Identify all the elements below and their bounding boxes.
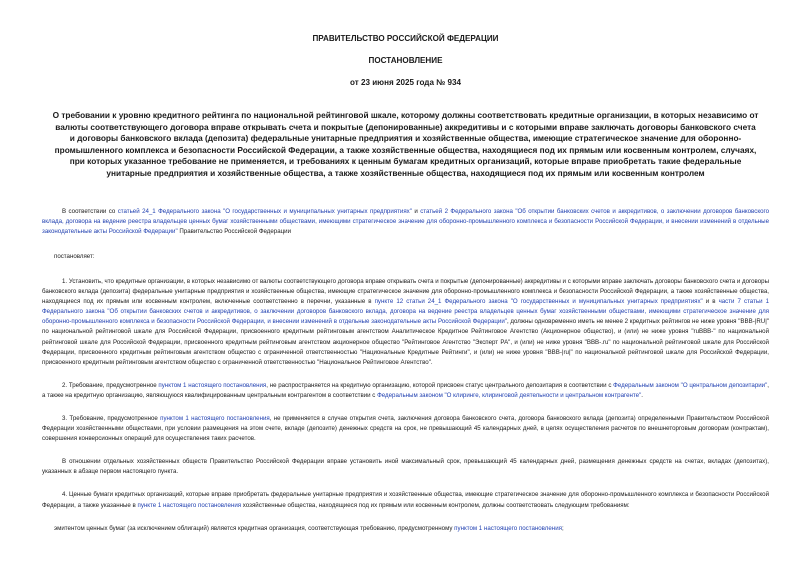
paragraph-1 bbox=[42, 277, 769, 368]
paragraph-4-item-1 bbox=[54, 524, 769, 534]
government-heading: ПРАВИТЕЛЬСТВО РОССИЙСКОЙ ФЕДЕРАЦИИ bbox=[312, 34, 499, 43]
p1-text-1: 1. Установить, что кредитные организации, в которых независимо от валюты соответствующего договора вправе открывать счета и покрытые (депонированные) аккредитивы и с которыми вправе заключать договоры банковского счета и договоры банковского вклада (депозита) федеральные унитарные предприятия и хозяйственные общества, имеющие стратегическое значение для оборонно-промышленного комплекса и безопасности Российской Федерации, а также хозяйственные общества, находящиеся под их прямым или косвенным контролем, включенные соответственно в перечни, указанные в bbox=[42, 277, 769, 306]
p4-text-1: 4. Ценные бумаги кредитных организаций, которые вправе приобретать федеральные унитарные предприятия и хозяйственные общества, имеющие стратегическое значение для оборонно-промышленного комплекса и безопасности Российской Федерации, а также указанные в bbox=[42, 491, 769, 509]
paragraph-4 bbox=[42, 490, 769, 510]
intro-text-2: и bbox=[411, 207, 421, 215]
intro-paragraph bbox=[42, 207, 769, 237]
p4-text-2: хозяйственные общества, находящиеся под их прямым или косвенным контролем, должны соответствовать следующим требованиям: bbox=[241, 501, 630, 509]
link-point-1-resolution[interactable]: пунктом 1 настоящего постановления bbox=[454, 524, 562, 532]
p3-text-2: , не применяется в случае открытия счета, заключения договора банковского счета, договора банковского вклада (депозита) определенными Правительством Российской Федерации хозяйственными обществами, при условии размещения на этом счете, вкладе (депозите) денежных средств на срок, не превышающий 45 календарных дней, в целях осуществления расчетов по внешнеторговым договорам (контрактам), совершения конверсионных операций для осуществления таких расчетов. bbox=[42, 414, 769, 443]
link-clearing-law[interactable]: Федеральным законом "О клиринге, клиринговой деятельности и центральном контрагенте" bbox=[377, 391, 642, 399]
document-type: ПОСТАНОВЛЕНИЕ bbox=[368, 56, 443, 65]
p1-text-3: , должны одновременно иметь не менее 2 кредитных рейтингов не ниже уровня "BBB-|RU|" по национальной рейтинговой шкале для Российской Федерации, присвоенного кредитным рейтинговым агентством Аналитическое Кредитное Рейтинговое Агентство (Акционерное общество), и (или) не ниже уровня "ruBBB-" по национальной рейтинговой шкале для Российской Федерации, присвоенного кредитным рейтинговым агентством акционерное общество "Рейтинговое Агентство "Эксперт РА", и (или) не ниже уровня "BBB-.ru" по национальной рейтинговой шкале для Российской Федерации, присвоенного кредитным рейтинговым агентством общество с ограниченной ответственностью "Национальные Кредитные Рейтинги", и (или) не ниже уровня "BBB-|ru|" по национальной рейтинговой шкале для Российской Федерации, присвоенного кредитным рейтинговым агентством общество с ограниченной ответственностью "Национальное Рейтинговое Агентство". bbox=[42, 318, 770, 366]
p3-text-1: 3. Требование, предусмотренное bbox=[62, 414, 161, 422]
link-part-7-article-1[interactable]: части 7 статьи 1 Федерального закона "Об открытии банковских счетов и аккредитивов, о заключении договоров банковского вклада, договора на ведение реестра владельцев ценных бумаг хозяйственными обществами, имеющими стратегическое значение для оборонно-промышленного комплекса и безопасности Российской Федерации, и внесении изменений в отдельные законодательные акты Российской Федерации" bbox=[42, 298, 769, 326]
p4a-text-1: эмитентом ценных бумаг (за исключением облигаций) является кредитная организация, соответствующая требованию, предусмотренному bbox=[54, 524, 455, 532]
link-point-1-resolution[interactable]: пунктом 1 настоящего постановления bbox=[158, 381, 267, 389]
paragraph-3-part-2: В отношении отдельных хозяйственных обществ Правительство Российской Федерации вправе установить иной максимальный срок, превышающий 45 календарных дней, размещения денежных средств на счетах, вкладах (депозитах), указанных в абзаце первом настоящего пункта. bbox=[42, 458, 769, 476]
document-title: О требовании к уровню кредитного рейтинга по национальной рейтинговой шкале, которому должны соответствовать кредитные организации, в которых независимо от валюты соответствующего договора вправе открывать счета и покрытые (депонированные) аккредитивы и с которыми вправе заключать договоры банковского счета и договоры банковского вклада (депозита) федеральные унитарные предприятия и хозяйственные общества, имеющие стратегическое значение для оборонно-промышленного комплекса и безопасности Российской Федерации, а также хозяйственные общества, находящиеся под их прямым или косвенным контролем, случаях, при которых указанное требование не применяется, и требованиях к ценным бумагам кредитных организаций, которые вправе приобретать такие федеральные унитарные предприятия и хозяйственные общества, а также хозяйственные общества, находящиеся под их прямым или косвенным контролем bbox=[52, 110, 759, 178]
p1-text-2: и в bbox=[702, 298, 719, 306]
paragraph-2 bbox=[42, 381, 769, 401]
link-central-depository-law[interactable]: Федеральным законом "О центральном депозитарии" bbox=[613, 381, 768, 389]
link-article-2-accounts-law[interactable]: статьей 2 Федерального закона "Об открытии банковских счетов и аккредитивов, о заключении договоров банковского вклада, договора на ведение реестра владельцев ценных бумаг хозяйственными обществами, имеющими стратегическое значение для оборонно-промышленного комплекса и безопасности Российской Федерации, и внесении изменений в отдельные законодательные акты Российской Федерации" bbox=[42, 207, 770, 235]
p2-text-3: , а также на кредитную организацию, являющуюся квалифицированным центральным контрагентом в соответствии с bbox=[42, 381, 770, 399]
link-point-1-resolution[interactable]: пункте 1 настоящего постановления bbox=[137, 501, 242, 509]
paragraph-3 bbox=[42, 414, 769, 444]
link-point-1-resolution[interactable]: пунктом 1 настоящего постановления bbox=[160, 414, 270, 422]
link-article-24-1[interactable]: статьей 24_1 Федерального закона "О государственных и муниципальных унитарных предприятиях" bbox=[117, 207, 412, 215]
p2-text-1: 2. Требование, предусмотренное bbox=[62, 381, 159, 389]
p2-text-2: , не распространяется на кредитную организацию, которой присвоен статус центрального депозитария в соответствии с bbox=[266, 381, 614, 389]
intro-text-1: В соответствии со bbox=[62, 207, 118, 215]
document-date-number: от 23 июня 2025 года № 934 bbox=[350, 78, 461, 87]
link-point-12-article-24-1[interactable]: пункте 12 статьи 24_1 Федерального закона "О государственных и муниципальных унитарных предприятиях" bbox=[374, 298, 703, 306]
p2-text-4: . bbox=[641, 391, 643, 399]
p4a-text-2: ; bbox=[561, 524, 564, 532]
intro-text-3: Правительство Российской Федерации bbox=[177, 227, 292, 235]
decree-word: постановляет: bbox=[54, 252, 95, 260]
